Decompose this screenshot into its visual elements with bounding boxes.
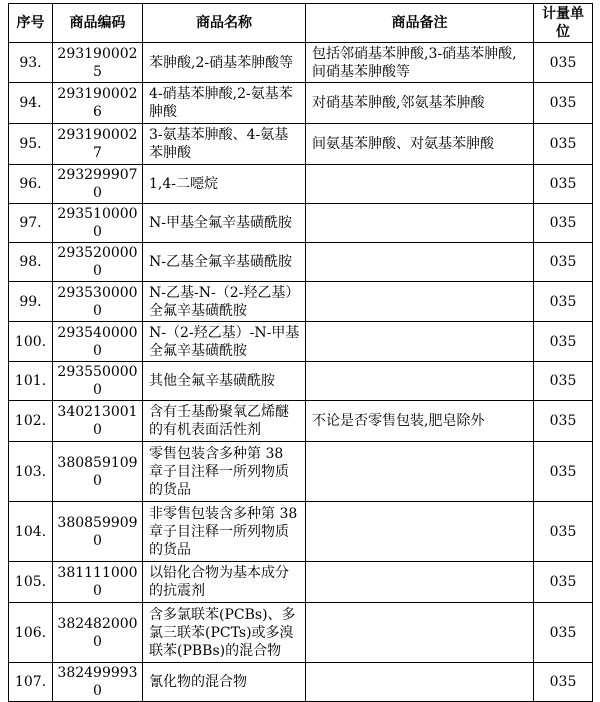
cell-serial: 106. (9, 603, 53, 663)
cell-commodity-remark (306, 165, 534, 204)
cell-commodity-name: 含有壬基酚聚氧乙烯醚的有机表面活性剂 (143, 401, 306, 442)
table-body (9, 43, 593, 702)
cell-serial: 103. (9, 442, 53, 502)
cell-commodity-remark: 间氨基苯胂酸、对氨基苯胂酸 (306, 124, 534, 165)
table-row (9, 663, 593, 702)
cell-commodity-name: 以铅化合物为基本成分的抗震剂 (143, 562, 306, 603)
cell-commodity-code: 3824820000 (53, 603, 143, 663)
cell-serial: 97. (9, 204, 53, 243)
cell-commodity-name: 3-氨基苯胂酸、4-氨基苯胂酸 (143, 124, 306, 165)
cell-commodity-name: 含多氯联苯(PCBs)、多氯三联苯(PCTs)或多溴联苯(PBBs)的混合物 (143, 603, 306, 663)
table-row (9, 502, 593, 562)
header-commodity-name: 商品名称 (143, 4, 306, 43)
table-row (9, 401, 593, 442)
cell-measure-unit: 035 (534, 83, 593, 124)
cell-commodity-code: 2935500000 (53, 362, 143, 401)
cell-serial: 98. (9, 243, 53, 282)
cell-commodity-code: 2935200000 (53, 243, 143, 282)
cell-commodity-name: 非零售包装含多种第 38 章子目注释一所列物质的货品 (143, 502, 306, 562)
cell-commodity-remark (306, 502, 534, 562)
cell-commodity-name: N-乙基全氟辛基磺酰胺 (143, 243, 306, 282)
cell-commodity-remark (306, 204, 534, 243)
cell-commodity-name: 零售包装含多种第 38 章子目注释一所列物质的货品 (143, 442, 306, 502)
table-row (9, 165, 593, 204)
cell-serial: 100. (9, 322, 53, 362)
cell-commodity-name: 1,4-二噁烷 (143, 165, 306, 204)
cell-commodity-name: N-甲基全氟辛基磺酰胺 (143, 204, 306, 243)
cell-commodity-code: 3808591090 (53, 442, 143, 502)
cell-commodity-name: N-（2-羟乙基）-N-甲基全氟辛基磺酰胺 (143, 322, 306, 362)
cell-measure-unit: 035 (534, 502, 593, 562)
commodity-table (8, 3, 593, 702)
cell-serial: 102. (9, 401, 53, 442)
cell-commodity-remark (306, 322, 534, 362)
cell-measure-unit: 035 (534, 165, 593, 204)
cell-measure-unit: 035 (534, 282, 593, 322)
table-row (9, 83, 593, 124)
cell-commodity-code: 2931900025 (53, 43, 143, 83)
table-row (9, 322, 593, 362)
cell-commodity-remark (306, 243, 534, 282)
cell-commodity-remark (306, 442, 534, 502)
table-row (9, 124, 593, 165)
cell-measure-unit: 035 (534, 401, 593, 442)
cell-serial: 93. (9, 43, 53, 83)
cell-serial: 95. (9, 124, 53, 165)
cell-serial: 96. (9, 165, 53, 204)
cell-commodity-remark (306, 663, 534, 702)
cell-commodity-remark: 对硝基苯胂酸,邻氨基苯胂酸 (306, 83, 534, 124)
cell-commodity-name: N-乙基-N-（2-羟乙基）全氟辛基磺酰胺 (143, 282, 306, 322)
cell-measure-unit: 035 (534, 603, 593, 663)
cell-commodity-remark: 包括邻硝基苯胂酸,3-硝基苯胂酸,间硝基苯胂酸等 (306, 43, 534, 83)
cell-commodity-name: 苯胂酸,2-硝基苯胂酸等 (143, 43, 306, 83)
cell-measure-unit: 035 (534, 442, 593, 502)
cell-commodity-code: 2932999070 (53, 165, 143, 204)
header-commodity-code: 商品编码 (53, 4, 143, 43)
cell-measure-unit: 035 (534, 243, 593, 282)
cell-commodity-code: 2935400000 (53, 322, 143, 362)
header-measure-unit: 计量单位 (534, 4, 593, 43)
cell-measure-unit: 035 (534, 562, 593, 603)
cell-measure-unit: 035 (534, 204, 593, 243)
header-serial: 序号 (9, 4, 53, 43)
cell-commodity-code: 2935100000 (53, 204, 143, 243)
cell-measure-unit: 035 (534, 663, 593, 702)
table-row (9, 243, 593, 282)
cell-measure-unit: 035 (534, 43, 593, 83)
cell-serial: 94. (9, 83, 53, 124)
cell-serial: 107. (9, 663, 53, 702)
cell-measure-unit: 035 (534, 322, 593, 362)
cell-measure-unit: 035 (534, 124, 593, 165)
header-row (9, 4, 593, 43)
cell-commodity-name: 4-硝基苯胂酸,2-氨基苯胂酸 (143, 83, 306, 124)
cell-commodity-code: 2931900027 (53, 124, 143, 165)
cell-serial: 99. (9, 282, 53, 322)
cell-commodity-code: 3811110000 (53, 562, 143, 603)
cell-commodity-code: 2935300000 (53, 282, 143, 322)
cell-commodity-code: 2931900026 (53, 83, 143, 124)
table-row (9, 43, 593, 83)
table-row (9, 562, 593, 603)
cell-commodity-code: 3402130010 (53, 401, 143, 442)
table-row (9, 362, 593, 401)
cell-measure-unit: 035 (534, 362, 593, 401)
cell-serial: 101. (9, 362, 53, 401)
header-commodity-remark: 商品备注 (306, 4, 534, 43)
cell-commodity-remark (306, 562, 534, 603)
cell-commodity-code: 3824999930 (53, 663, 143, 702)
cell-commodity-name: 氰化物的混合物 (143, 663, 306, 702)
table-row (9, 603, 593, 663)
cell-commodity-remark: 不论是否零售包装,肥皂除外 (306, 401, 534, 442)
cell-commodity-remark (306, 603, 534, 663)
cell-serial: 104. (9, 502, 53, 562)
cell-commodity-remark (306, 282, 534, 322)
table-row (9, 282, 593, 322)
table-row (9, 442, 593, 502)
cell-serial: 105. (9, 562, 53, 603)
cell-commodity-remark (306, 362, 534, 401)
table-row (9, 204, 593, 243)
cell-commodity-name: 其他全氟辛基磺酰胺 (143, 362, 306, 401)
cell-commodity-code: 3808599090 (53, 502, 143, 562)
